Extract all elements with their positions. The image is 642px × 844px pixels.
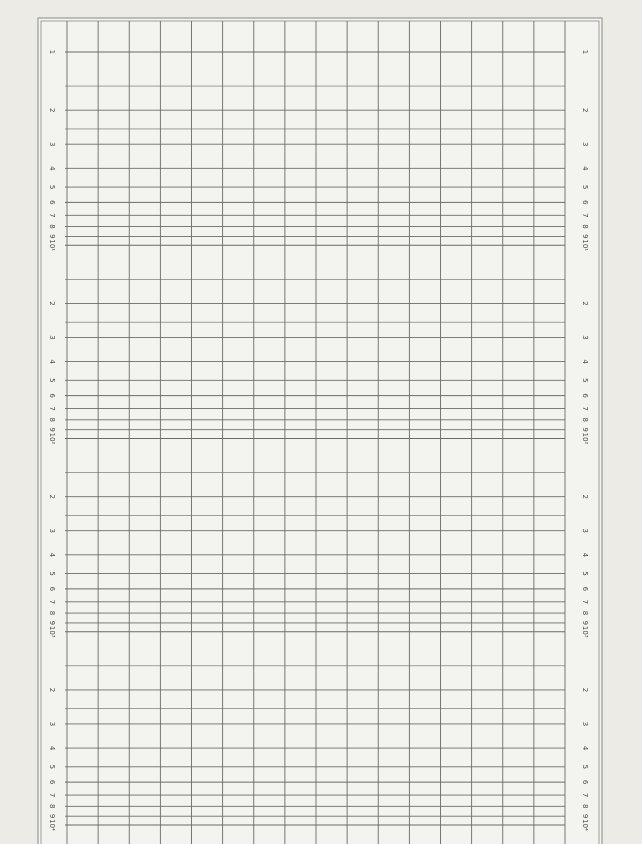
tick-label-right: 5	[581, 378, 589, 383]
tick-label-left: 5	[48, 378, 56, 383]
tick-label-right: 9	[581, 234, 589, 239]
tick-label-right: 7	[581, 792, 589, 798]
tick-label-right: 10²	[581, 432, 589, 445]
tick-label-left: 10³	[48, 625, 56, 638]
tick-label-right: 4	[581, 552, 589, 558]
tick-label-right: 5	[581, 571, 589, 576]
tick-label-left: 4	[48, 166, 56, 171]
tick-label-left: 4	[48, 359, 56, 364]
tick-label-right: 1	[581, 49, 589, 55]
tick-label-right: 10³	[581, 625, 589, 638]
tick-label-left: 5	[48, 764, 56, 770]
tick-label-right: 9	[581, 813, 589, 819]
tick-label-right: 2	[581, 107, 589, 113]
tick-label-right: 4	[581, 745, 589, 751]
tick-label-right: 5	[581, 764, 589, 770]
tick-label-left: 9	[48, 620, 56, 626]
tick-label-right: 8	[581, 610, 589, 616]
tick-label-right: 4	[581, 166, 589, 171]
tick-label-left: 6	[48, 779, 56, 785]
tick-label-left: 8	[48, 804, 56, 809]
tick-label-left: 7	[48, 406, 56, 411]
tick-label-left: 2	[48, 687, 56, 693]
tick-label-left: 10²	[48, 432, 56, 445]
tick-label-right: 3	[581, 721, 589, 727]
tick-label-left: 5	[48, 184, 56, 190]
tick-label-right: 10¹	[581, 239, 589, 252]
tick-label-left: 9	[48, 427, 56, 432]
tick-label-right: 6	[581, 779, 589, 785]
tick-label-left: 1	[48, 49, 56, 55]
tick-label-right: 7	[581, 213, 589, 218]
tick-label-left: 2	[48, 301, 56, 306]
tick-label-right: 8	[581, 224, 589, 229]
tick-label-left: 6	[48, 393, 56, 398]
tick-label-right: 3	[581, 335, 589, 340]
tick-label-right: 8	[581, 804, 589, 809]
tick-label-left: 8	[48, 610, 56, 616]
tick-label-left: 2	[48, 107, 56, 113]
tick-label-left: 8	[48, 417, 56, 423]
tick-label-right: 7	[581, 599, 589, 605]
tick-label-left: 6	[48, 586, 56, 592]
tick-label-left: 3	[48, 335, 56, 340]
tick-label-left: 9	[48, 813, 56, 819]
tick-label-right: 2	[581, 494, 589, 499]
tick-label-right: 10⁴	[581, 819, 589, 831]
tick-label-left: 7	[48, 213, 56, 218]
tick-label-left: 5	[48, 571, 56, 576]
tick-label-right: 2	[581, 301, 589, 306]
tick-label-right: 9	[581, 427, 589, 432]
tick-label-right: 3	[581, 141, 589, 147]
tick-label-right: 8	[581, 417, 589, 423]
tick-label-right: 4	[581, 359, 589, 364]
tick-label-left: 4	[48, 552, 56, 558]
tick-label-left: 2	[48, 494, 56, 499]
tick-label-right: 6	[581, 393, 589, 398]
tick-label-left: 7	[48, 792, 56, 798]
tick-label-right: 6	[581, 586, 589, 592]
tick-label-left: 7	[48, 599, 56, 605]
tick-label-right: 3	[581, 528, 589, 533]
tick-label-left: 3	[48, 141, 56, 147]
tick-label-left: 10⁴	[48, 819, 56, 831]
sheet-background	[38, 18, 602, 844]
tick-label-left: 9	[48, 234, 56, 239]
tick-label-right: 5	[581, 184, 589, 190]
tick-label-left: 10¹	[48, 239, 56, 252]
tick-label-right: 9	[581, 620, 589, 626]
tick-label-left: 6	[48, 200, 56, 205]
tick-label-left: 4	[48, 745, 56, 751]
tick-label-right: 7	[581, 406, 589, 411]
tick-label-left: 3	[48, 528, 56, 533]
tick-label-right: 2	[581, 687, 589, 693]
tick-label-left: 3	[48, 721, 56, 727]
tick-label-left: 8	[48, 224, 56, 229]
tick-label-right: 6	[581, 200, 589, 205]
